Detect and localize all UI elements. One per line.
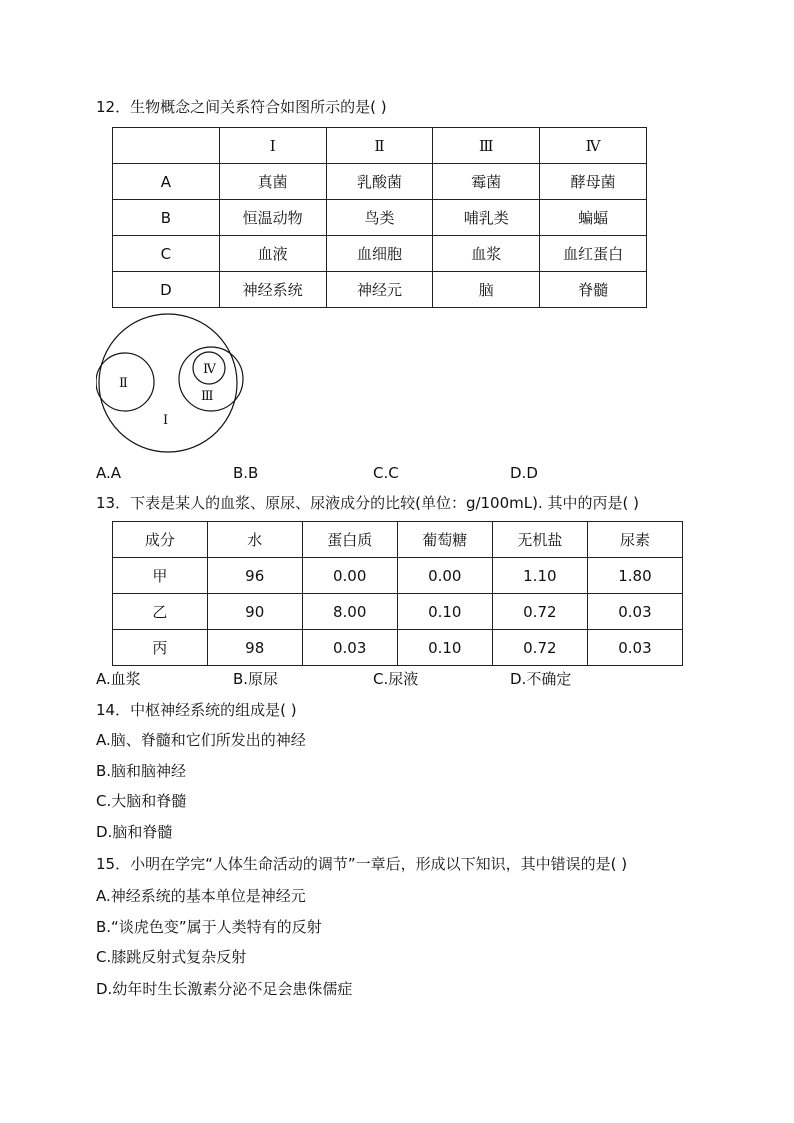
table-cell: 葡萄糖 [397,522,492,558]
table-cell: Ⅳ [540,128,647,164]
table-cell: 90 [207,594,302,630]
table-cell: 甲 [113,558,208,594]
q14-option-c[interactable]: C.大脑和脊髓 [96,792,187,810]
table-cell: 1.10 [492,558,587,594]
table-cell: 0.10 [397,630,492,666]
table-cell: 96 [207,558,302,594]
table-cell: 尿素 [587,522,682,558]
venn-diagram [96,310,246,460]
option-b[interactable]: B.原尿 [233,670,279,688]
option-a[interactable]: A.A [96,464,122,482]
table-cell: 鸟类 [326,200,433,236]
table-row [113,558,683,594]
table-row [113,594,683,630]
table-cell: C [113,236,220,272]
q14-stem: 14．中枢神经系统的组成是( ) [96,701,297,719]
table-cell: 0.00 [397,558,492,594]
table-cell: 乙 [113,594,208,630]
table-cell: 脊髓 [540,272,647,308]
table-cell: 蛋白质 [302,522,397,558]
table-cell: 0.10 [397,594,492,630]
table-cell: 蝙蝠 [540,200,647,236]
q15-option-d[interactable]: D.幼年时生长激素分泌不足会患侏儒症 [96,980,353,998]
table-cell: 成分 [113,522,208,558]
table-row [113,272,647,308]
q12-table [112,127,647,308]
table-cell: 98 [207,630,302,666]
table-cell: 水 [207,522,302,558]
table-cell [113,128,220,164]
table-header-row [113,128,647,164]
table-row [113,164,647,200]
table-row [113,236,647,272]
option-c[interactable]: C.C [373,464,399,482]
option-a[interactable]: A.血浆 [96,670,141,688]
table-cell: 0.03 [302,630,397,666]
option-d[interactable]: D.D [510,464,538,482]
table-row [113,630,683,666]
q12-stem: 12．生物概念之间关系符合如图所示的是( ) [96,98,387,116]
q12-options [96,464,656,484]
table-row [113,200,647,236]
table-cell: 丙 [113,630,208,666]
table-cell: Ⅲ [433,128,540,164]
table-header-row [113,522,683,558]
table-cell: 8.00 [302,594,397,630]
table-cell: 0.03 [587,594,682,630]
q15-option-a[interactable]: A.神经系统的基本单位是神经元 [96,887,306,905]
table-cell: D [113,272,220,308]
option-c[interactable]: C.尿液 [373,670,419,688]
table-cell: 0.00 [302,558,397,594]
q13-stem: 13．下表是某人的血浆、原尿、尿液成分的比较(单位：g/100mL). 其中的丙是( ) [96,494,639,512]
table-cell: Ⅱ [326,128,433,164]
option-d[interactable]: D.不确定 [510,670,572,688]
q14-option-a[interactable]: A.脑、脊髓和它们所发出的神经 [96,731,306,749]
table-cell: 无机盐 [492,522,587,558]
table-cell: 血液 [219,236,326,272]
table-cell: 血红蛋白 [540,236,647,272]
table-cell: 乳酸菌 [326,164,433,200]
table-cell: 酵母菌 [540,164,647,200]
q13-table [112,521,683,666]
option-b[interactable]: B.B [233,464,259,482]
table-cell: 恒温动物 [219,200,326,236]
q13-options [96,668,656,688]
label-ii: Ⅱ [119,376,128,391]
q14-option-b[interactable]: B.脑和脑神经 [96,762,187,780]
table-cell: 血浆 [433,236,540,272]
table-cell: 血细胞 [326,236,433,272]
label-iv: Ⅳ [203,362,216,377]
table-cell: Ⅰ [219,128,326,164]
table-cell: 0.03 [587,630,682,666]
label-iii: Ⅲ [201,389,214,404]
q15-stem: 15．小明在学完“人体生命活动的调节”一章后，形成以下知识，其中错误的是( ) [96,855,628,873]
table-cell: 0.72 [492,594,587,630]
table-cell: 脑 [433,272,540,308]
table-cell: 神经元 [326,272,433,308]
table-cell: 0.72 [492,630,587,666]
table-cell: 1.80 [587,558,682,594]
table-cell: 真菌 [219,164,326,200]
table-cell: 霉菌 [433,164,540,200]
table-cell: 哺乳类 [433,200,540,236]
q15-option-b[interactable]: B.“谈虎色变”属于人类特有的反射 [96,918,322,936]
table-cell: B [113,200,220,236]
label-i: Ⅰ [163,413,169,428]
table-cell: 神经系统 [219,272,326,308]
q14-option-d[interactable]: D.脑和脊髓 [96,823,173,841]
q15-option-c[interactable]: C.膝跳反射式复杂反射 [96,948,247,966]
table-cell: A [113,164,220,200]
